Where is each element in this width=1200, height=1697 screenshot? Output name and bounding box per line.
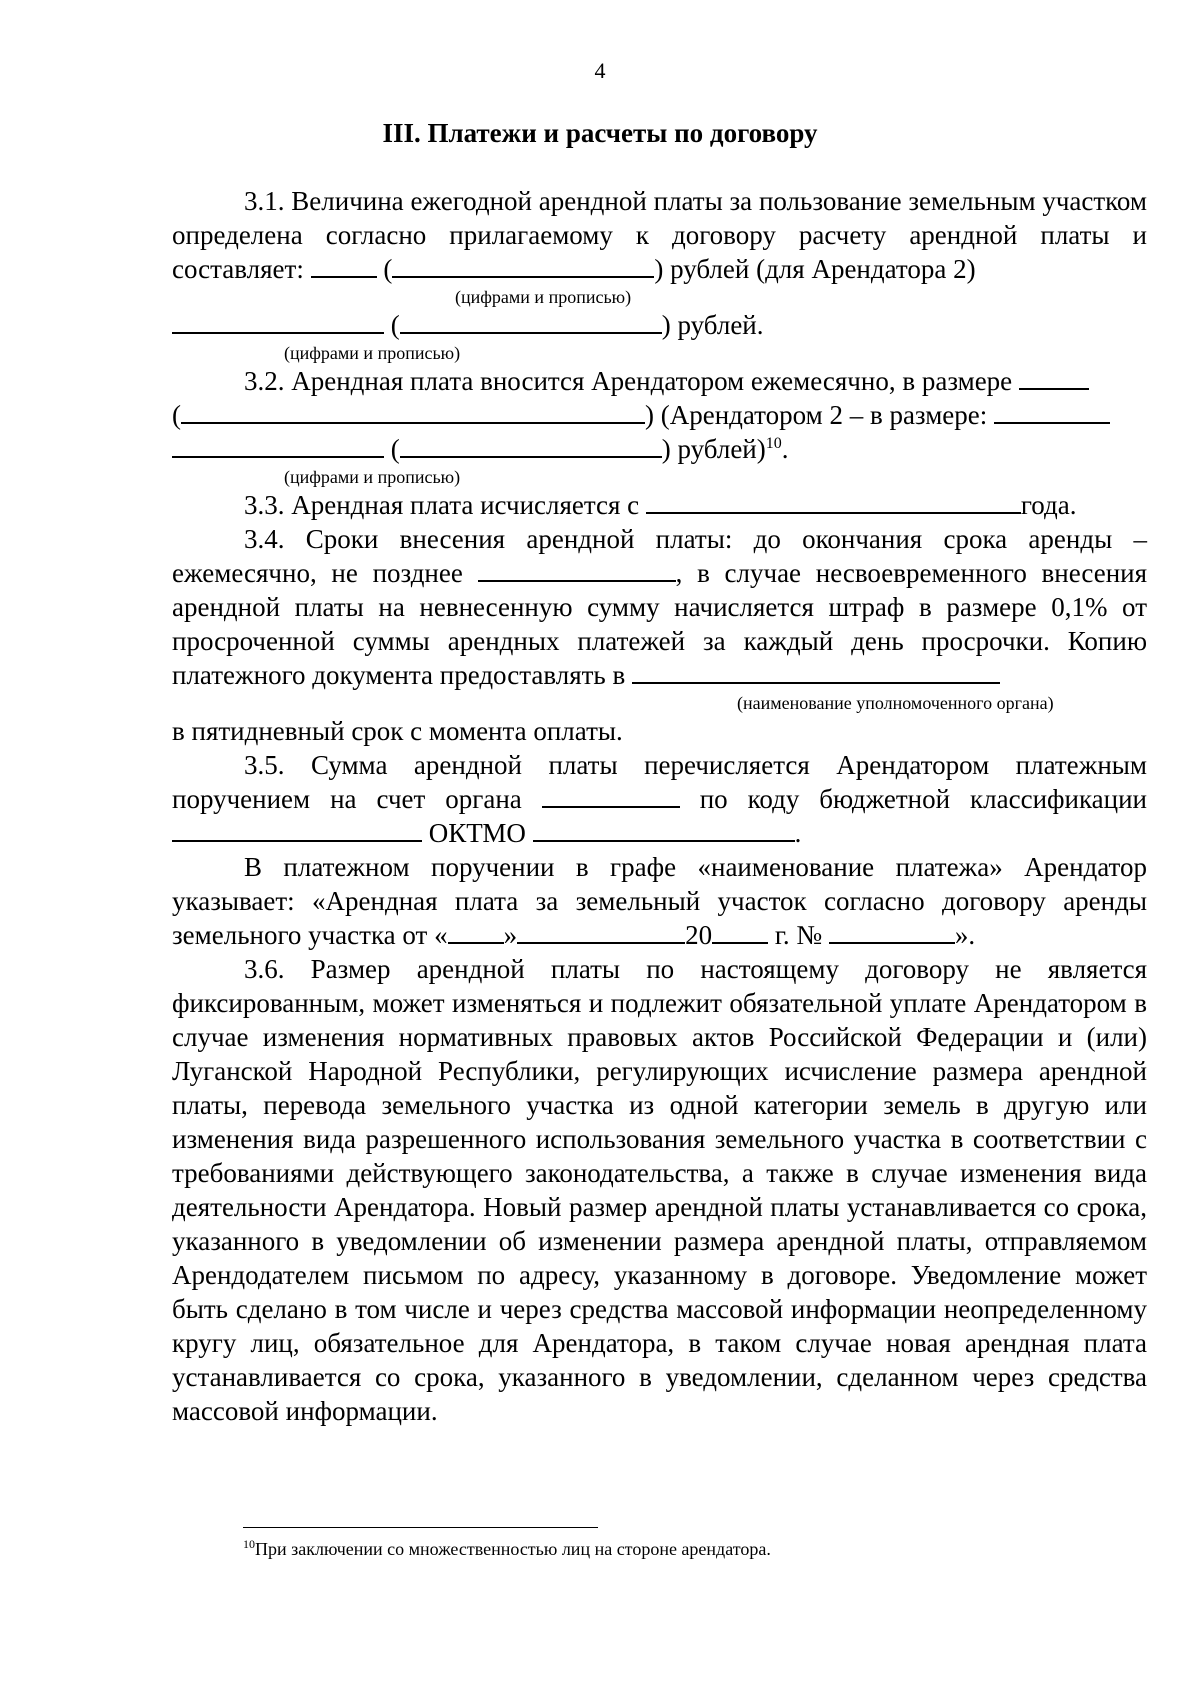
paragraph-3-2-line: ( ) (Арендатором 2 – в размере: xyxy=(172,398,1147,432)
footnote-number: 10 xyxy=(243,1537,255,1551)
blank-field[interactable] xyxy=(829,918,955,944)
blank-field[interactable] xyxy=(478,556,676,582)
blank-field[interactable] xyxy=(172,308,384,334)
blank-field[interactable] xyxy=(542,782,680,808)
paragraph-3-3: 3.3. Арендная плата исчисляется с года. xyxy=(244,490,1077,520)
blank-field[interactable] xyxy=(172,816,422,842)
blank-field[interactable] xyxy=(400,432,662,458)
blank-field[interactable] xyxy=(533,816,795,842)
paragraph-3-2: 3.2. Арендная плата вносится Арендатором ежемесячно, в размере xyxy=(172,364,1147,398)
footnote-text: При заключении со множественностью лиц на стороне арендатора. xyxy=(255,1539,771,1559)
blank-field[interactable] xyxy=(1019,364,1089,390)
paragraph-3-5: 3.5. Сумма арендной платы перечисляется Арендатором платежным поручением на счет органа по коду бюджетной классификации ОКТМО . xyxy=(172,750,1147,848)
blank-field[interactable] xyxy=(712,918,768,944)
blank-field[interactable] xyxy=(392,252,654,278)
blank-field[interactable] xyxy=(517,918,685,944)
paragraph-payment-order: В платежном поручении в графе «наименование платежа» Арендатор указывает: «Арендная плата за земельный участок согласно договору аренды земельного участка от « » 20 г. № ». xyxy=(172,852,1147,950)
blank-field[interactable] xyxy=(311,252,377,278)
footnote-ref[interactable]: 10 xyxy=(765,435,782,452)
blank-field[interactable] xyxy=(448,918,504,944)
blank-field[interactable] xyxy=(632,658,1000,684)
blank-field[interactable] xyxy=(172,432,384,458)
paragraph-3-1-line: ( ) рублей. xyxy=(172,308,1147,342)
paragraph-3-1: 3.1. Величина ежегодной арендной платы за пользование земельным участком определена согласно прилагаемому к договору расчету арендной платы и составляет: ( ) рублей (для Арендатора 2) xyxy=(172,186,1147,284)
document-body xyxy=(172,184,1147,1428)
blank-field[interactable] xyxy=(181,398,645,424)
blank-field[interactable] xyxy=(646,488,1021,514)
section-title: III. Платежи и расчеты по договору xyxy=(382,118,818,148)
field-caption: (цифрами и прописью) xyxy=(284,467,461,487)
footnote xyxy=(243,1537,1143,1561)
paragraph-3-6: 3.6. Размер арендной платы по настоящему договору не является фиксированным, может изменяться и подлежит обязательной уплате Арендатором в случае изменения нормативных правовых актов Российской Федерации и (или) Луганской Народной Республики, регулирующих исчисление размера арендной платы, перевода земельного участка из одной категории земель в другую или изменения вида разрешенного использования земельного участка в соответствии с требованиями действующего законодательства, а также в случае изменения вида деятельности Арендатора. Новый размер арендной платы устанавливается со срока, указанного в уведомлении об изменении размера арендной платы, отправляемом Арендодателем письмом по адресу, указанному в договоре. Уведомление может быть сделано в том числе и через средства массовой информации неопределенному кругу лиц, обязательное для Арендатора, в таком случае новая арендная плата устанавливается со срока, указанного в уведомлении, сделанном через средства массовой информации. xyxy=(172,954,1147,1426)
page-number: 4 xyxy=(594,58,606,83)
field-caption: (цифрами и прописью) xyxy=(455,287,632,307)
paragraph-3-4: 3.4. Сроки внесения арендной платы: до окончания срока аренды – ежемесячно, не позднее , в случае несвоевременного внесения арендной платы на невнесенную сумму начисляется штраф в размере 0,1% от просроченной суммы арендных платежей за каждый день просрочки. Копию платежного документа предоставлять в xyxy=(172,524,1148,690)
paragraph-3-4-tail: в пятидневный срок с момента оплаты. xyxy=(172,716,623,746)
paragraph-3-2-line: ( ) рублей)$^{10}$. xyxy=(172,432,1147,466)
blank-field[interactable] xyxy=(400,308,662,334)
field-caption: (наименование уполномоченного органа) xyxy=(737,693,1054,713)
footnote-separator xyxy=(243,1527,598,1528)
blank-field[interactable] xyxy=(994,398,1110,424)
field-caption: (цифрами и прописью) xyxy=(284,343,461,363)
